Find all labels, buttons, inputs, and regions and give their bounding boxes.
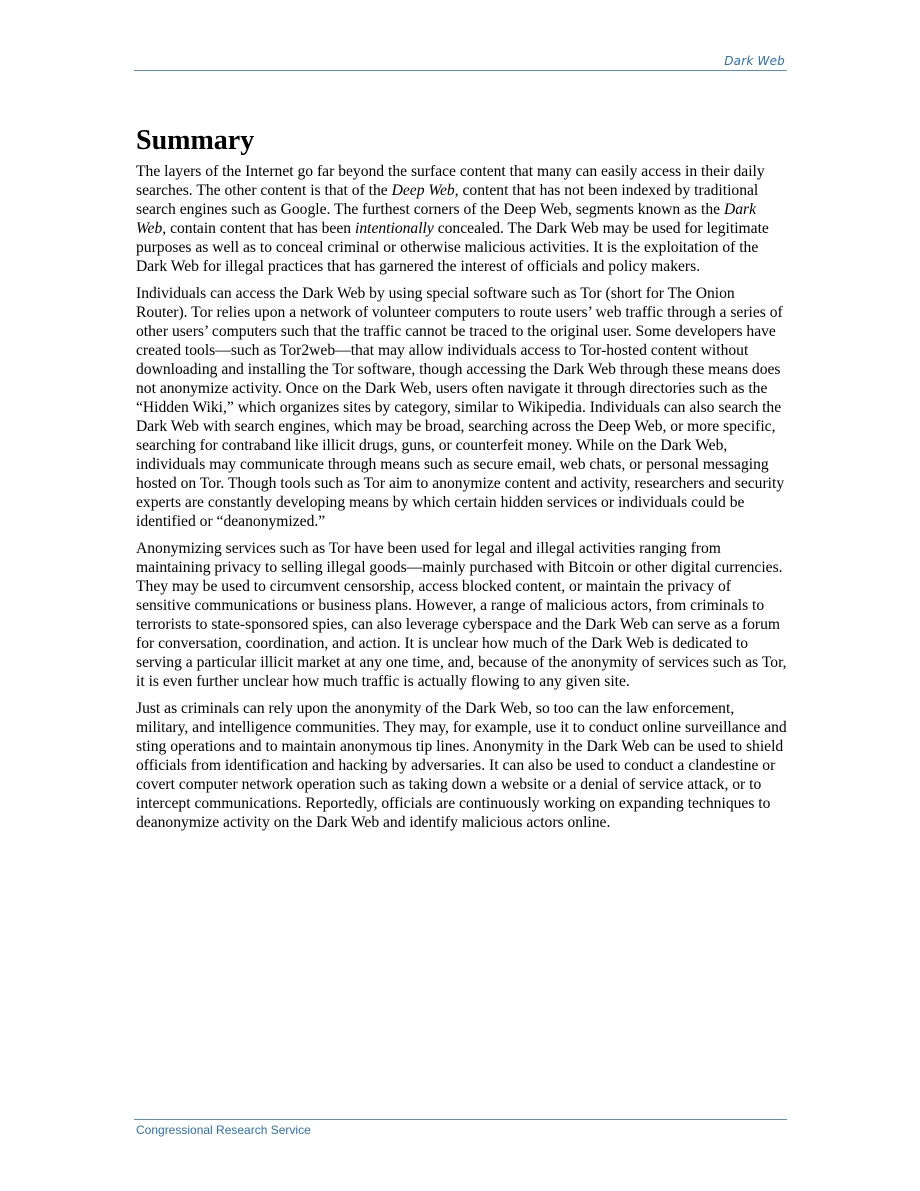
footer-organization: Congressional Research Service [136, 1123, 311, 1137]
page-content [136, 124, 787, 840]
page-footer [134, 1119, 787, 1137]
p1-text-b: , content that has not been indexed by traditional search engines such as Google. The furthest corners of the Deep Web, segments known as the [136, 182, 759, 218]
summary-paragraph-3: Anonymizing services such as Tor have been used for legal and illegal activities ranging from maintaining privacy to selling illegal goods—mainly purchased with Bitcoin or other digital currencies. They may be used to circumvent censorship, access blocked content, or maintain the privacy of sensitive communications or business plans. However, a range of malicious actors, from criminals to terrorists to state-sponsored spies, can also leverage cyberspace and the Dark Web can serve as a forum for conversation, coordination, and action. It is unclear how much of the Dark Web is dedicated to serving a particular illicit market at any one time, and, because of the anonymity of services such as Tor, it is even further unclear how much traffic is actually flowing to any given site. [136, 540, 787, 690]
p1-text-c: , contain content that has been [162, 220, 355, 237]
summary-paragraph-2: Individuals can access the Dark Web by using special software such as Tor (short for The Onion Router). Tor relies upon a network of volunteer computers to route users’ web traffic through a series of other users’ computers such that the traffic cannot be traced to the original user. Some developers have created tools—such as Tor2web—that may allow individuals access to Tor-hosted content without downloading and installing the Tor software, though accessing the Dark Web through these means does not anonymize activity. Once on the Dark Web, users often navigate it through directories such as the “Hidden Wiki,” which organizes sites by category, similar to Wikipedia. Individuals can also search the Dark Web with search engines, which may be broad, searching across the Deep Web, or more specific, searching for contraband like illicit drugs, guns, or counterfeit money. While on the Dark Web, individuals may communicate through means such as secure email, web chats, or personal messaging hosted on Tor. Though tools such as Tor aim to anonymize content and activity, researchers and security experts are constantly developing means by which certain hidden services or individuals could be identified or “deanonymized.” [136, 285, 785, 530]
running-header [134, 53, 787, 71]
running-header-title: Dark Web [724, 54, 785, 68]
p1-emphasis-dark-web: Dark Web [136, 201, 757, 237]
p1-text-d: concealed. The Dark Web may be used for legitimate purposes as well as to conceal criminal or otherwise malicious activities. It is the exploitation of the Dark Web for illegal practices that has garnered the interest of officials and policy makers. [136, 220, 769, 275]
p1-emphasis-deep-web: Deep Web [391, 182, 455, 199]
p1-emphasis-intentionally: intentionally [354, 220, 434, 237]
p1-text-a: The layers of the Internet go far beyond the surface content that many can easily access in their daily searches. The other content is that of the [136, 163, 765, 199]
summary-paragraph-1 [136, 162, 787, 276]
summary-paragraph-4: Just as criminals can rely upon the anonymity of the Dark Web, so too can the law enforcement, military, and intelligence communities. They may, for example, use it to conduct online surveillance and sting operations and to maintain anonymous tip lines. Anonymity in the Dark Web can be used to shield officials from identification and hacking by adversaries. It can also be used to conduct a clandestine or covert computer network operation such as taking down a website or a denial of service attack, or to intercept communications. Reportedly, officials are continuously working on expanding techniques to deanonymize activity on the Dark Web and identify malicious actors online. [136, 700, 787, 831]
section-title: Summary [136, 125, 255, 156]
